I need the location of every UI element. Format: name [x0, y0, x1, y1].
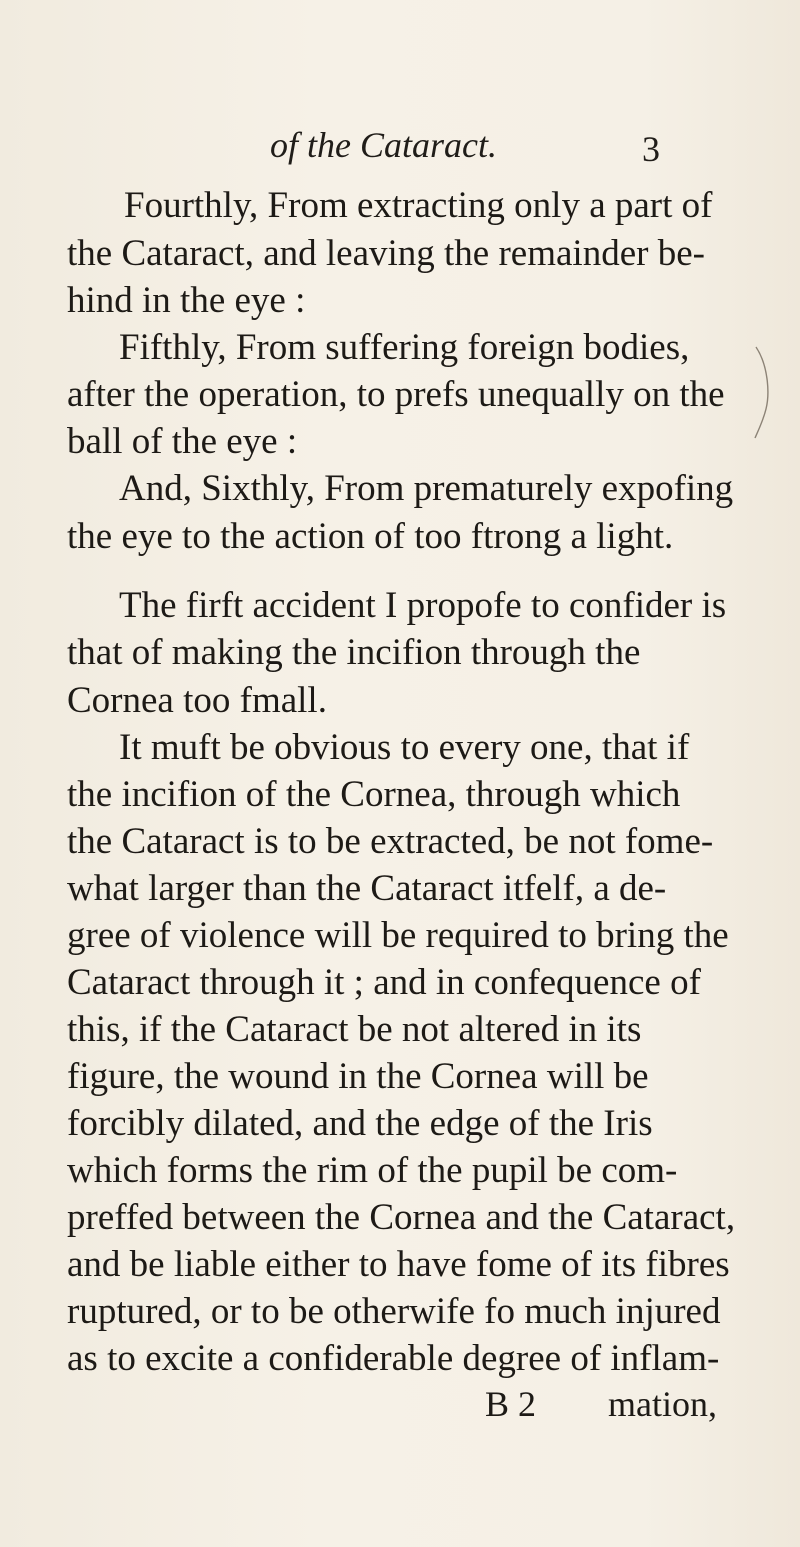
text-line: Cataract through it ; and in confequence of [67, 962, 701, 1003]
catchword: mation, [608, 1384, 717, 1424]
text-line: Fifthly, From suffering foreign bodies, [119, 327, 690, 368]
page-number: 3 [642, 129, 660, 169]
text-line: Fourthly, From extracting only a part of [124, 185, 713, 226]
text-line: hind in the eye : [67, 280, 306, 321]
text-line: what larger than the Cataract itfelf, a de- [67, 868, 667, 909]
text-line: ruptured, or to be otherwife fo much injured [67, 1291, 721, 1332]
text-line: gree of violence will be required to bring the [67, 915, 729, 956]
text-line: the Cataract is to be extracted, be not fome- [67, 821, 714, 862]
text-line: preffed between the Cornea and the Cataract, [67, 1197, 736, 1238]
text-line: which forms the rim of the pupil be com- [67, 1150, 678, 1191]
text-line: and be liable either to have fome of its fibres [67, 1244, 730, 1285]
text-line: It muft be obvious to every one, that if [119, 727, 690, 768]
text-line: Cornea too fmall. [67, 680, 327, 721]
text-line: that of making the incifion through the [67, 632, 641, 673]
text-line: figure, the wound in the Cornea will be [67, 1056, 649, 1097]
text-line: the Cataract, and leaving the remainder be- [67, 233, 705, 274]
text-line: this, if the Cataract be not altered in its [67, 1009, 642, 1050]
running-head [0, 124, 800, 172]
text-line: as to excite a confiderable degree of inflam- [67, 1338, 720, 1379]
running-title: of the Cataract. [270, 125, 497, 165]
text-line: after the operation, to prefs unequally on the [67, 374, 725, 415]
page-edge-mark [752, 345, 776, 440]
text-line: the eye to the action of too ftrong a light. [67, 516, 674, 557]
text-line: And, Sixthly, From prematurely expofing [119, 468, 734, 509]
text-line: ball of the eye : [67, 421, 298, 462]
text-line: forcibly dilated, and the edge of the Iris [67, 1103, 653, 1144]
text-line: the incifion of the Cornea, through which [67, 774, 681, 815]
text-line: The firft accident I propofe to confider is [119, 585, 727, 626]
signature-mark: B 2 [485, 1384, 537, 1424]
